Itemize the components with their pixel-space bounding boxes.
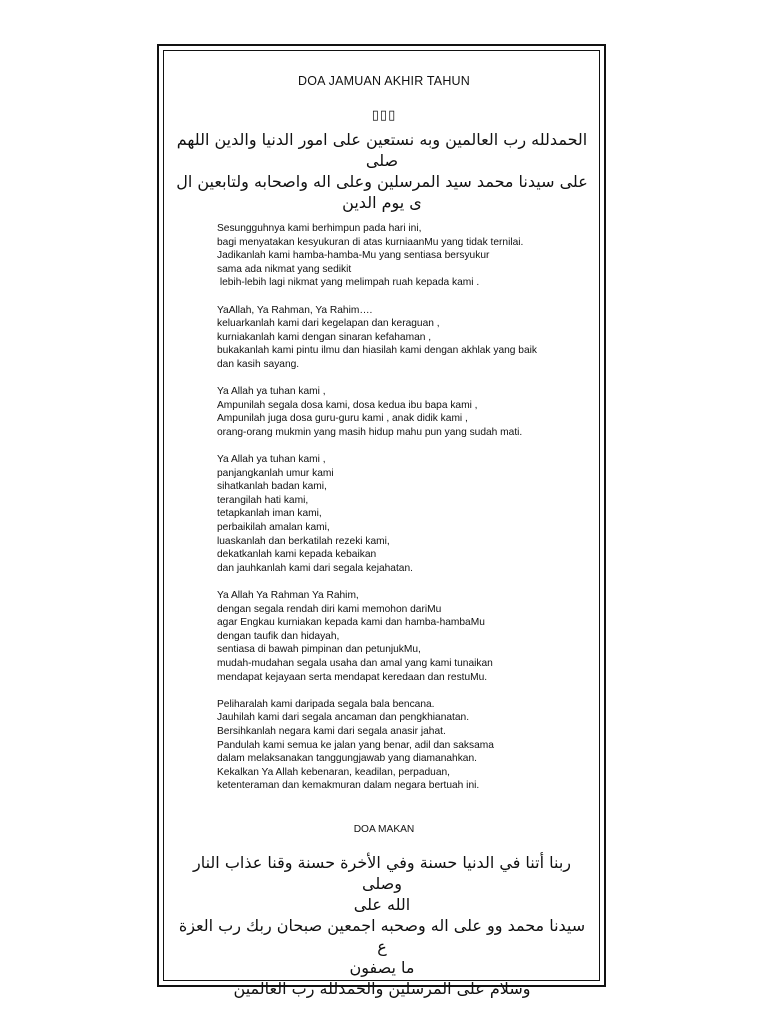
verse-line: Ya Allah Ya Rahman Ya Rahim, [217, 590, 359, 602]
opening-arabic-line: صلى [365, 151, 399, 170]
verse-6 [217, 698, 597, 793]
verse-line: mudah-mudahan segala usaha dan amal yang kami tunaikan [217, 658, 493, 669]
verse-line: dengan taufik dan hidayah, [217, 630, 340, 642]
opening-arabic-line: ى يوم الدين [342, 193, 422, 212]
verse-line: Sesungguhnya kami berhimpun pada hari ini, [217, 223, 422, 234]
verse-line: Jauhilah kami dari segala ancaman dan pengkhianatan. [217, 712, 470, 724]
verse-line: Peliharalah kami daripada segala bala bencana. [217, 698, 435, 710]
verse-line: dalam melaksanakan tanggungjawab yang diamanahkan. [217, 753, 477, 765]
verse-line: dengan segala rendah diri kami memohon dariMu [217, 603, 442, 615]
page-title: DOA JAMUAN AKHIR TAHUN [297, 74, 471, 88]
closing-arabic-line: ما يصفون [349, 958, 415, 977]
verse-line: perbaikilah amalan kami, [217, 522, 330, 534]
opening-arabic-line: الحمدلله رب العالمين وبه نستعين على امور الدنيا والدين اللهم [176, 130, 588, 149]
verse-line: sihatkanlah badan kami, [217, 481, 327, 493]
verse-line: Jadikanlah kami hamba-hamba-Mu yang sentiasa bersyukur [217, 250, 490, 262]
verse-line: ketenteraman dan kemakmuran dalam negara bertuah ini. [217, 780, 480, 792]
verse-line: Ya Allah ya tuhan kami , [217, 454, 326, 466]
verse-line: panjangkanlah umur kami [217, 467, 334, 479]
verse-1 [217, 222, 597, 290]
verse-line: Ampunilah juga dosa guru-guru kami , anak didik kami , [217, 413, 468, 425]
verse-line: kurniakanlah kami dengan sinaran kefahaman , [217, 331, 432, 343]
verse-line: Kekalkan Ya Allah kebenaran, keadilan, perpaduan, [217, 766, 450, 778]
basmalah-glyphs: ▯▯▯ [371, 108, 397, 123]
verse-line: dan kasih sayang. [217, 358, 300, 370]
opening-arabic-prayer [172, 129, 592, 213]
verse-4 [217, 453, 597, 575]
verse-line: bagi menyatakan kesyukuran di atas kurniaanMu yang tidak ternilai. [217, 236, 524, 248]
verse-line: agar Engkau kurniakan kepada kami dan hamba-hambaMu [217, 617, 485, 629]
verse-line: mendapat kejayaan serta mendapat keredaan dan restuMu. [217, 671, 488, 683]
verse-line: Ya Allah ya tuhan kami , [217, 386, 326, 398]
verse-line: YaAllah, Ya Rahman, Ya Rahim…. [217, 304, 373, 316]
verse-line: dan jauhkanlah kami dari segala kejahatan. [217, 562, 413, 574]
verse-line: bukakanlah kami pintu ilmu dan hiasilah kami dengan akhlak yang baik [217, 345, 537, 357]
opening-arabic-line: على سيدنا محمد سيد المرسلين وعلى اله واصحابه ولتابعين ال [176, 172, 588, 191]
verse-line: Bersihkanlah negara kami dari segala anasir jahat. [217, 725, 446, 737]
verse-3 [217, 385, 597, 439]
verse-2 [217, 304, 597, 372]
verse-line: sama ada nikmat yang sedikit [217, 263, 352, 275]
prayer-body [217, 222, 597, 807]
verse-line: keluarkanlah kami dari kegelapan dan keraguan , [217, 318, 440, 330]
closing-arabic-line: ربنا أتنا في الدنيا حسنة وفي الأخرة حسنة وقنا عذاب النار وصلى [192, 853, 571, 893]
verse-line: terangilah hati kami, [217, 494, 309, 506]
verse-line: luaskanlah dan berkatilah rezeki kami, [217, 535, 390, 547]
verse-line: orang-orang mukmin yang masih hidup mahu pun yang sudah mati. [217, 426, 523, 438]
closing-arabic-prayer [172, 852, 592, 999]
verse-line: Pandulah kami semua ke jalan yang benar, adil dan saksama [217, 739, 494, 751]
verse-line: lebih-lebih lagi nikmat yang melimpah ruah kepada kami . [217, 277, 480, 289]
closing-arabic-line: وسلام على المرسلين والحمدلله رب العالمين [233, 979, 531, 998]
verse-line: tetapkanlah iman kami, [217, 508, 322, 520]
closing-arabic-line: سيدنا محمد وو على اله وصحبه اجمعين صبحان ربك رب العزة ع [178, 916, 586, 956]
verse-line: sentiasa di bawah pimpinan dan petunjukMu, [217, 644, 421, 656]
closing-arabic-line: الله على [353, 895, 411, 914]
verse-5 [217, 589, 597, 684]
doa-makan-heading: DOA MAKAN [353, 824, 415, 835]
verse-line: dekatkanlah kami kepada kebaikan [217, 549, 377, 561]
verse-line: Ampunilah segala dosa kami, dosa kedua ibu bapa kami , [217, 399, 478, 411]
